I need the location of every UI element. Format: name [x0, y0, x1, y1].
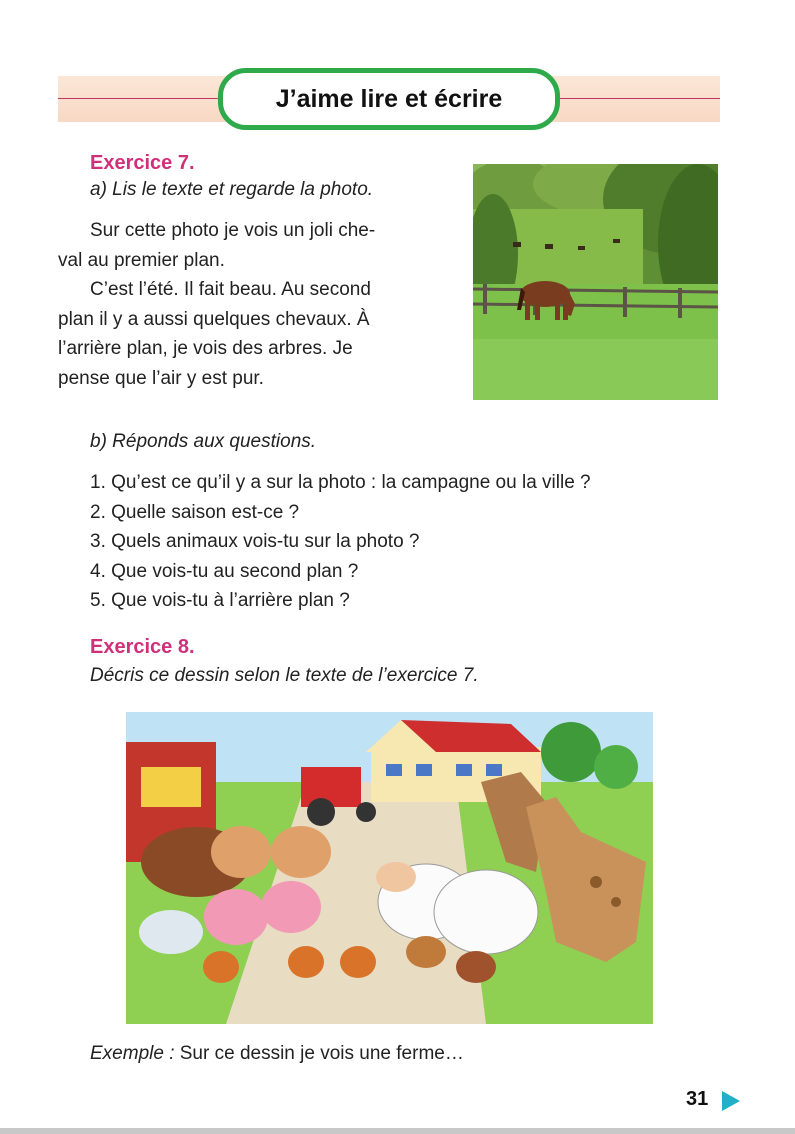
exercise-7-instruction-b: b) Réponds aux questions.: [90, 431, 317, 452]
question-item: 3. Quels animaux vois-tu sur la photo ?: [90, 531, 420, 552]
ex7-text-line: C’est l’été. Il fait beau. Au second: [90, 279, 371, 300]
question-item: 2. Quelle saison est-ce ?: [90, 501, 300, 523]
question-item: 4. Que vois-tu au second plan ?: [90, 560, 359, 582]
exercise-8-title: Exercice 8.: [90, 636, 195, 658]
exercise-8-instruction: Décris ce dessin selon le texte de l’exercice 7.: [90, 665, 479, 686]
question-item: 1. Qu’est ce qu’il y a sur la photo : la campagne ou la ville ?: [90, 472, 591, 493]
exercise-7-title: Exercice 7.: [90, 152, 195, 174]
section-title: [218, 68, 560, 130]
example-label: Exemple :: [90, 1043, 175, 1064]
ex7-text-line: plan il y a aussi quelques chevaux. À: [58, 309, 370, 330]
question-item: 5. Que vois-tu à l’arrière plan ?: [90, 590, 350, 611]
exercise-7-instruction-a: a) Lis le texte et regarde la photo.: [90, 179, 374, 200]
exercise-8-example: [90, 1039, 464, 1069]
page-number: 31: [686, 1088, 709, 1110]
ex7-text-line: pense que l’air y est pur.: [58, 368, 264, 389]
section-title-text: J’aime lire et écrire: [275, 84, 503, 113]
ex7-text-line: val au premier plan.: [58, 250, 225, 271]
bottom-bar: [0, 1128, 795, 1134]
question-list: [90, 468, 591, 616]
page-arrow-icon: [722, 1091, 740, 1111]
example-text: Sur ce dessin je vois une ferme…: [174, 1043, 464, 1064]
ex7-text-line: Sur cette photo je vois un joli che-: [90, 220, 376, 241]
horse-photo: [473, 164, 718, 400]
ex7-text-line: l’arrière plan, je vois des arbres. Je: [58, 338, 353, 359]
farm-drawing: [126, 712, 653, 1024]
